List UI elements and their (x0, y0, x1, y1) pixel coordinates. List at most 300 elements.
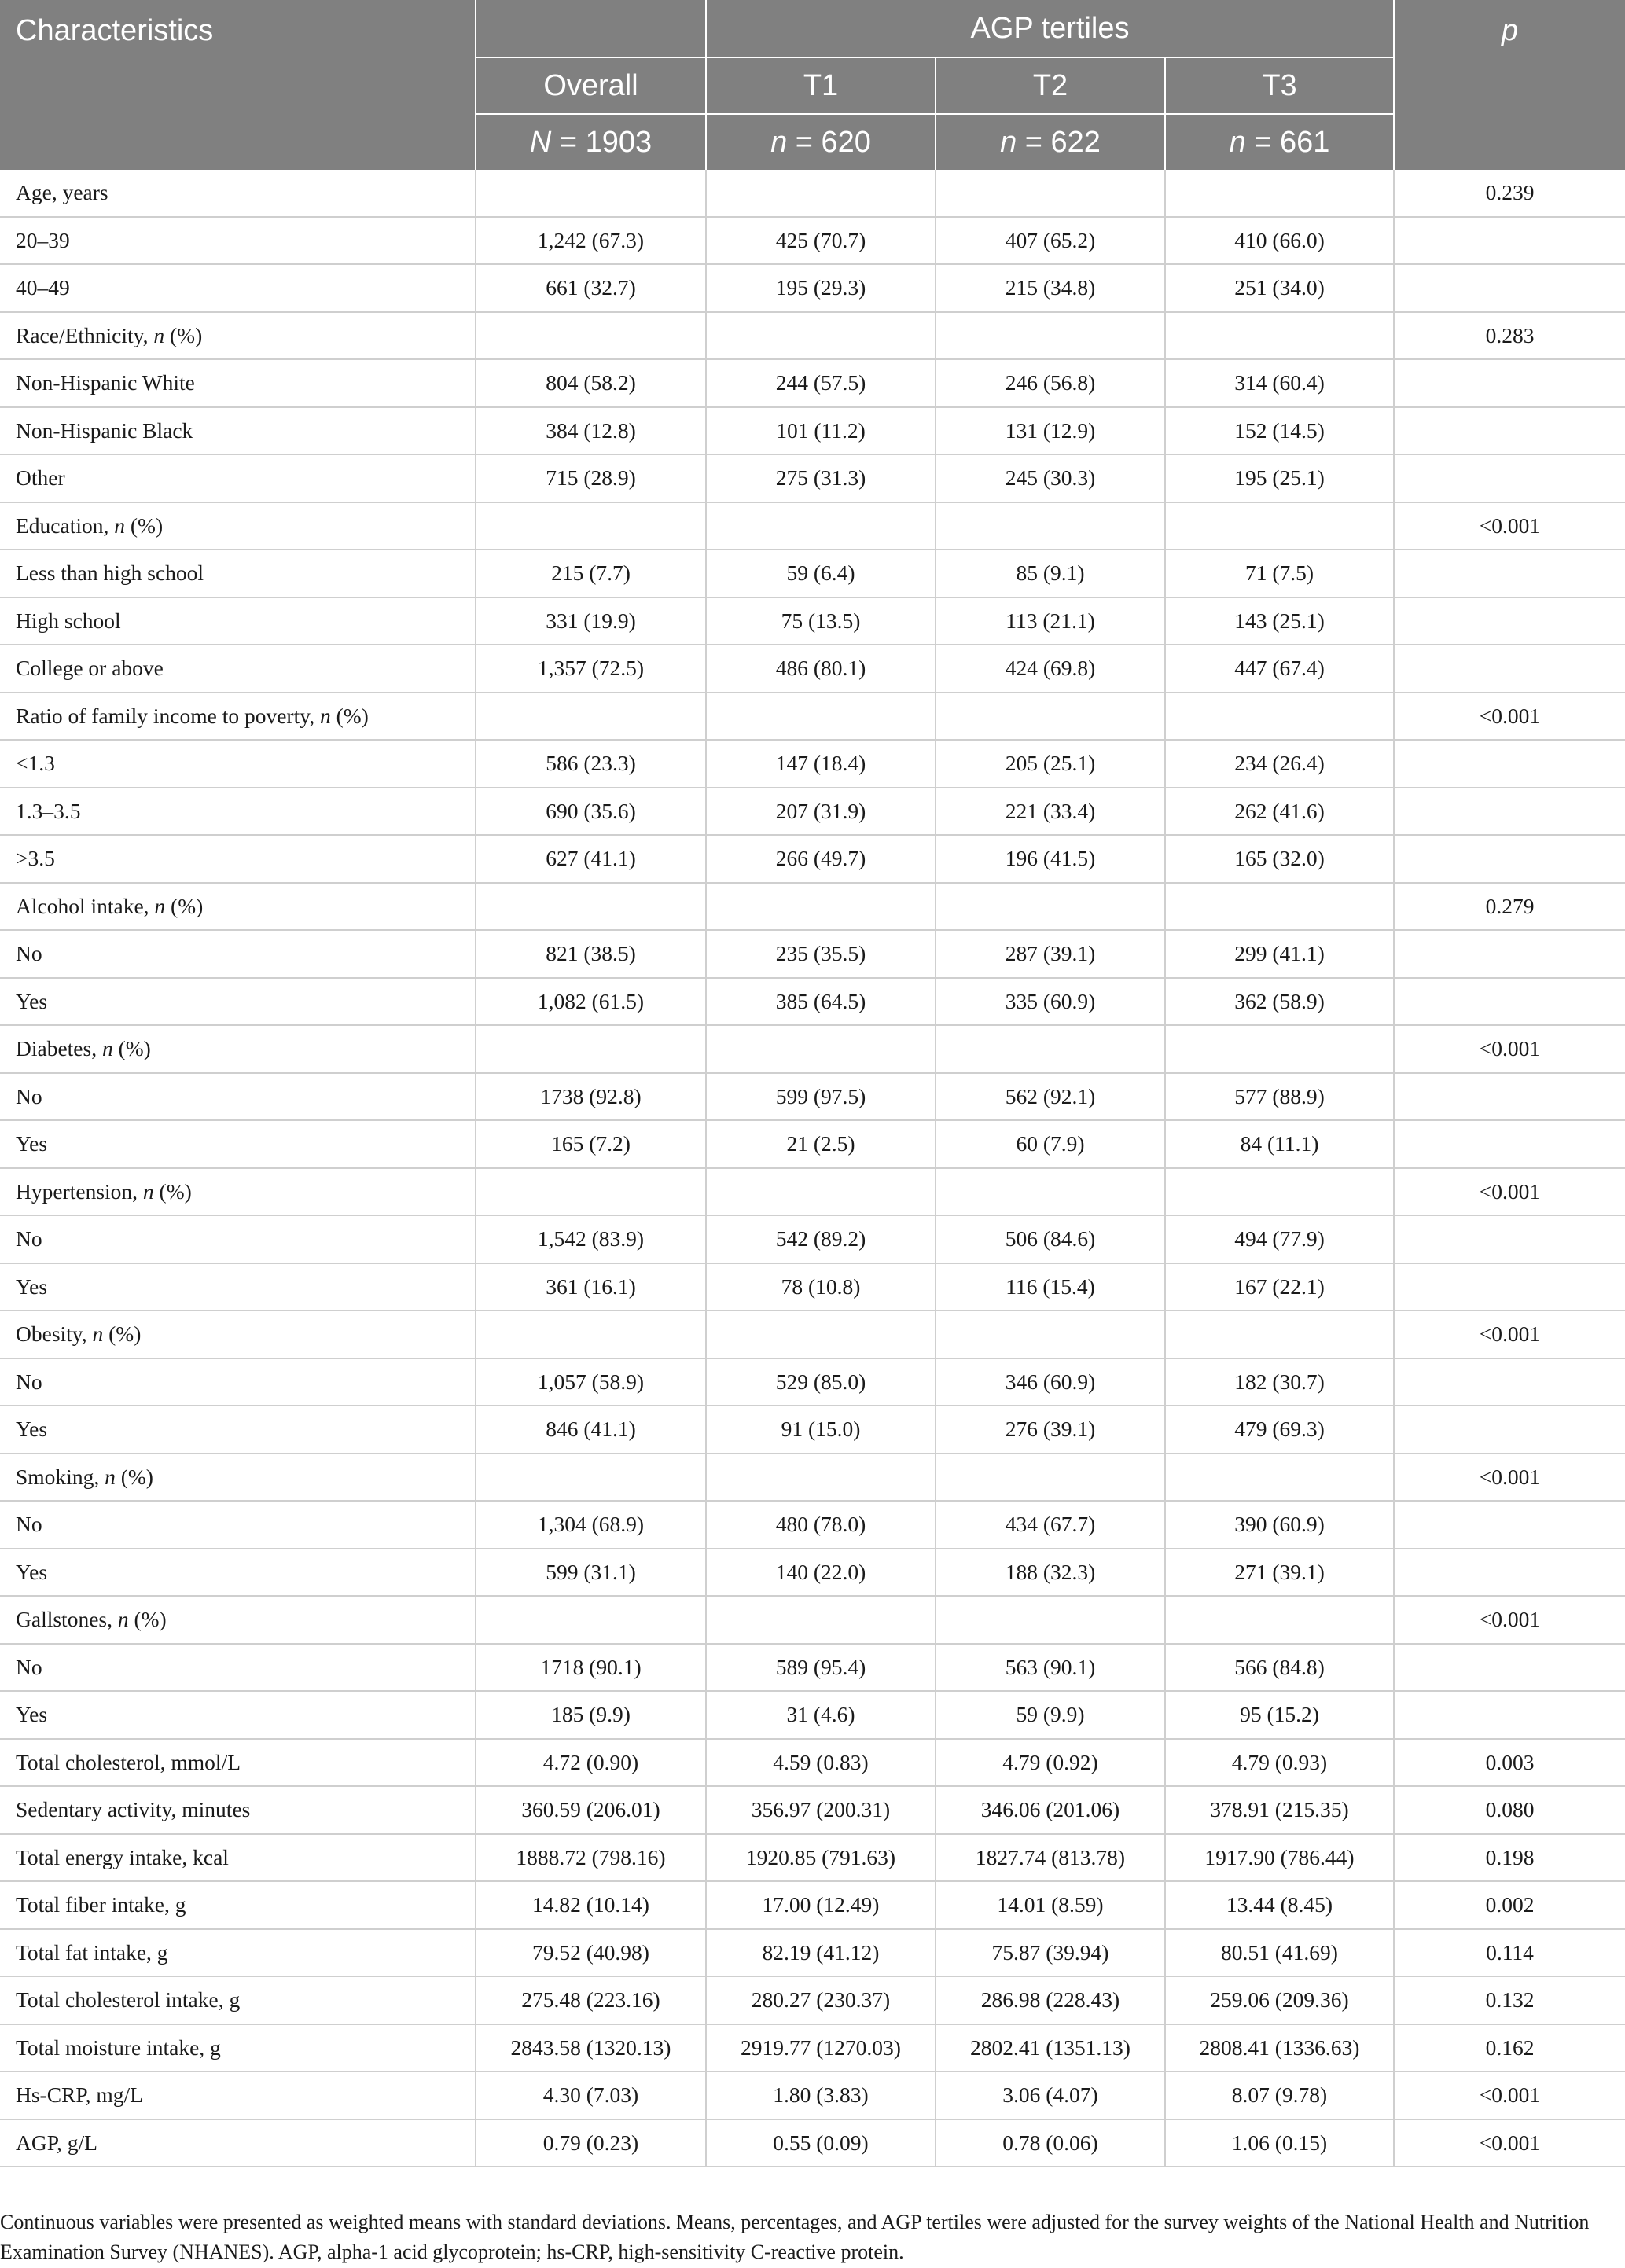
cell-t2: 3.06 (4.07) (936, 2071, 1165, 2119)
cell-t3: 390 (60.9) (1165, 1501, 1394, 1549)
cell-t3: 71 (7.5) (1165, 550, 1394, 597)
table-body (0, 170, 1625, 2167)
cell-t3 (1165, 502, 1394, 550)
cell-p-value (1394, 597, 1625, 645)
cell-t3: 143 (25.1) (1165, 597, 1394, 645)
cell-t2: 562 (92.1) (936, 1073, 1165, 1121)
table-row (0, 2024, 1625, 2072)
row-label: 1.3–3.5 (0, 788, 476, 836)
cell-t2: 286.98 (228.43) (936, 1976, 1165, 2024)
cell-t3: 314 (60.4) (1165, 359, 1394, 407)
cell-t3: 2808.41 (1336.63) (1165, 2024, 1394, 2072)
cell-p-value (1394, 930, 1625, 978)
cell-t1: 4.59 (0.83) (706, 1739, 936, 1787)
cell-overall (476, 1025, 706, 1073)
cell-overall: 599 (31.1) (476, 1549, 706, 1597)
cell-p-value (1394, 1691, 1625, 1739)
cell-p-value: <0.001 (1394, 1454, 1625, 1502)
table-row (0, 1310, 1625, 1358)
cell-t3: 4.79 (0.93) (1165, 1739, 1394, 1787)
cell-t1: 266 (49.7) (706, 835, 936, 883)
cell-t2: 346 (60.9) (936, 1358, 1165, 1406)
cell-overall: 661 (32.7) (476, 264, 706, 312)
table-row (0, 1881, 1625, 1929)
cell-t3 (1165, 170, 1394, 217)
cell-overall: 14.82 (10.14) (476, 1881, 706, 1929)
row-label: >3.5 (0, 835, 476, 883)
header-spacer (476, 0, 706, 57)
cell-p-value: 0.080 (1394, 1786, 1625, 1834)
cell-overall: 384 (12.8) (476, 407, 706, 455)
table-row (0, 835, 1625, 883)
cell-t3: 1917.90 (786.44) (1165, 1834, 1394, 1882)
cell-t2: 116 (15.4) (936, 1263, 1165, 1311)
row-label: Total cholesterol, mmol/L (0, 1739, 476, 1787)
cell-p-value: <0.001 (1394, 1025, 1625, 1073)
row-label: Age, years (0, 170, 476, 217)
cell-t1 (706, 693, 936, 741)
table-row (0, 1501, 1625, 1549)
cell-t2: 215 (34.8) (936, 264, 1165, 312)
table-row (0, 1644, 1625, 1692)
cell-t1: 75 (13.5) (706, 597, 936, 645)
cell-t1: 78 (10.8) (706, 1263, 936, 1311)
cell-t2: 131 (12.9) (936, 407, 1165, 455)
row-label: Total energy intake, kcal (0, 1834, 476, 1882)
cell-overall: 360.59 (206.01) (476, 1786, 706, 1834)
cell-overall: 1,082 (61.5) (476, 978, 706, 1026)
cell-overall (476, 1454, 706, 1502)
cell-t3: 165 (32.0) (1165, 835, 1394, 883)
row-label: Yes (0, 1120, 476, 1168)
cell-p-value: 0.114 (1394, 1929, 1625, 1977)
cell-t2 (936, 883, 1165, 931)
table-row (0, 1976, 1625, 2024)
table-header (0, 0, 1625, 170)
cell-t2: 205 (25.1) (936, 740, 1165, 788)
cell-t1: 91 (15.0) (706, 1406, 936, 1454)
cell-overall: 1,542 (83.9) (476, 1215, 706, 1263)
row-label: No (0, 1644, 476, 1692)
cell-t1: 1920.85 (791.63) (706, 1834, 936, 1882)
cell-t1: 31 (4.6) (706, 1691, 936, 1739)
cell-p-value: <0.001 (1394, 2119, 1625, 2167)
cell-t1: 207 (31.9) (706, 788, 936, 836)
cell-t3 (1165, 1025, 1394, 1073)
cell-p-value (1394, 550, 1625, 597)
row-label: Yes (0, 1691, 476, 1739)
row-label: Total cholesterol intake, g (0, 1976, 476, 2024)
table-row (0, 1406, 1625, 1454)
cell-t2: 424 (69.8) (936, 645, 1165, 693)
cell-overall: 804 (58.2) (476, 359, 706, 407)
row-label: Gallstones, n (%) (0, 1596, 476, 1644)
cell-t1: 2919.77 (1270.03) (706, 2024, 936, 2072)
cell-t3: 447 (67.4) (1165, 645, 1394, 693)
table-row (0, 1358, 1625, 1406)
cell-p-value: 0.198 (1394, 1834, 1625, 1882)
header-t1: T1 (706, 57, 936, 114)
cell-t2 (936, 1025, 1165, 1073)
cell-p-value (1394, 264, 1625, 312)
table-row (0, 883, 1625, 931)
table-row (0, 1691, 1625, 1739)
header-n-t3: n = 661 (1165, 114, 1394, 170)
cell-t3 (1165, 693, 1394, 741)
cell-t2: 1827.74 (813.78) (936, 1834, 1165, 1882)
cell-t1: 0.55 (0.09) (706, 2119, 936, 2167)
cell-t2: 0.78 (0.06) (936, 2119, 1165, 2167)
table-row (0, 930, 1625, 978)
cell-t2: 196 (41.5) (936, 835, 1165, 883)
cell-t2: 407 (65.2) (936, 217, 1165, 265)
cell-t2: 245 (30.3) (936, 454, 1165, 502)
row-label: Yes (0, 1406, 476, 1454)
cell-t2 (936, 1168, 1165, 1216)
table-row (0, 1120, 1625, 1168)
cell-t3 (1165, 1454, 1394, 1502)
row-label: Ratio of family income to poverty, n (%) (0, 693, 476, 741)
table-row (0, 2119, 1625, 2167)
cell-t2: 246 (56.8) (936, 359, 1165, 407)
cell-overall: 1718 (90.1) (476, 1644, 706, 1692)
row-label: Less than high school (0, 550, 476, 597)
cell-overall: 1,357 (72.5) (476, 645, 706, 693)
cell-t2: 188 (32.3) (936, 1549, 1165, 1597)
cell-p-value (1394, 217, 1625, 265)
cell-t2 (936, 312, 1165, 360)
cell-overall: 1888.72 (798.16) (476, 1834, 706, 1882)
row-label: No (0, 1073, 476, 1121)
cell-t2 (936, 1310, 1165, 1358)
table-row (0, 1454, 1625, 1502)
table-row (0, 170, 1625, 217)
cell-t1: 356.97 (200.31) (706, 1786, 936, 1834)
cell-t2: 113 (21.1) (936, 597, 1165, 645)
cell-overall: 821 (38.5) (476, 930, 706, 978)
header-t2: T2 (936, 57, 1165, 114)
cell-overall (476, 883, 706, 931)
cell-t3: 234 (26.4) (1165, 740, 1394, 788)
table-row (0, 1549, 1625, 1597)
table-row (0, 978, 1625, 1026)
cell-t1: 542 (89.2) (706, 1215, 936, 1263)
cell-t1 (706, 502, 936, 550)
cell-p-value (1394, 1358, 1625, 1406)
cell-t3: 195 (25.1) (1165, 454, 1394, 502)
cell-t2: 276 (39.1) (936, 1406, 1165, 1454)
cell-t3: 1.06 (0.15) (1165, 2119, 1394, 2167)
cell-t2: 14.01 (8.59) (936, 1881, 1165, 1929)
cell-overall: 1,304 (68.9) (476, 1501, 706, 1549)
row-label: Yes (0, 1549, 476, 1597)
header-overall: Overall (476, 57, 706, 114)
header-agp-tertiles: AGP tertiles (706, 0, 1394, 57)
cell-t3: 251 (34.0) (1165, 264, 1394, 312)
table-row (0, 1834, 1625, 1882)
table-row (0, 645, 1625, 693)
cell-p-value (1394, 1644, 1625, 1692)
table-row (0, 359, 1625, 407)
cell-t1: 480 (78.0) (706, 1501, 936, 1549)
table-row (0, 502, 1625, 550)
cell-overall (476, 693, 706, 741)
cell-p-value (1394, 1501, 1625, 1549)
cell-t1: 1.80 (3.83) (706, 2071, 936, 2119)
row-label: AGP, g/L (0, 2119, 476, 2167)
cell-overall: 1738 (92.8) (476, 1073, 706, 1121)
cell-overall: 361 (16.1) (476, 1263, 706, 1311)
cell-overall: 165 (7.2) (476, 1120, 706, 1168)
cell-t1: 82.19 (41.12) (706, 1929, 936, 1977)
cell-t3: 271 (39.1) (1165, 1549, 1394, 1597)
row-label: Obesity, n (%) (0, 1310, 476, 1358)
cell-overall (476, 312, 706, 360)
cell-t1: 486 (80.1) (706, 645, 936, 693)
cell-t2: 346.06 (201.06) (936, 1786, 1165, 1834)
cell-t3: 259.06 (209.36) (1165, 1976, 1394, 2024)
row-label: Non-Hispanic Black (0, 407, 476, 455)
cell-t1 (706, 312, 936, 360)
row-label: High school (0, 597, 476, 645)
cell-p-value (1394, 788, 1625, 836)
cell-p-value: 0.239 (1394, 170, 1625, 217)
cell-overall (476, 502, 706, 550)
table-row (0, 1263, 1625, 1311)
cell-p-value: <0.001 (1394, 2071, 1625, 2119)
cell-t3 (1165, 883, 1394, 931)
cell-overall: 1,057 (58.9) (476, 1358, 706, 1406)
cell-p-value: 0.162 (1394, 2024, 1625, 2072)
header-n-t1: n = 620 (706, 114, 936, 170)
cell-overall: 715 (28.9) (476, 454, 706, 502)
cell-t1: 59 (6.4) (706, 550, 936, 597)
cell-t1 (706, 1310, 936, 1358)
cell-t2: 434 (67.7) (936, 1501, 1165, 1549)
cell-t3: 84 (11.1) (1165, 1120, 1394, 1168)
row-label: Education, n (%) (0, 502, 476, 550)
cell-overall: 1,242 (67.3) (476, 217, 706, 265)
cell-t3 (1165, 1596, 1394, 1644)
row-label: Total fat intake, g (0, 1929, 476, 1977)
cell-t2: 506 (84.6) (936, 1215, 1165, 1263)
cell-t1: 425 (70.7) (706, 217, 936, 265)
table-row (0, 264, 1625, 312)
cell-p-value: 0.283 (1394, 312, 1625, 360)
row-label: 40–49 (0, 264, 476, 312)
cell-p-value (1394, 645, 1625, 693)
row-label: Hs-CRP, mg/L (0, 2071, 476, 2119)
row-label: Non-Hispanic White (0, 359, 476, 407)
cell-overall: 2843.58 (1320.13) (476, 2024, 706, 2072)
cell-t1: 385 (64.5) (706, 978, 936, 1026)
cell-t3: 494 (77.9) (1165, 1215, 1394, 1263)
cell-p-value: <0.001 (1394, 693, 1625, 741)
cell-t3: 95 (15.2) (1165, 1691, 1394, 1739)
cell-t1: 235 (35.5) (706, 930, 936, 978)
row-label: Diabetes, n (%) (0, 1025, 476, 1073)
row-label: No (0, 1215, 476, 1263)
cell-t2 (936, 502, 1165, 550)
row-label: Race/Ethnicity, n (%) (0, 312, 476, 360)
cell-t1 (706, 1596, 936, 1644)
cell-t1 (706, 170, 936, 217)
cell-t3 (1165, 1310, 1394, 1358)
cell-p-value: 0.003 (1394, 1739, 1625, 1787)
cell-t1: 195 (29.3) (706, 264, 936, 312)
table-row (0, 1786, 1625, 1834)
cell-p-value (1394, 407, 1625, 455)
cell-overall: 4.72 (0.90) (476, 1739, 706, 1787)
cell-t3: 167 (22.1) (1165, 1263, 1394, 1311)
row-label: No (0, 930, 476, 978)
cell-t3 (1165, 312, 1394, 360)
cell-p-value: 0.002 (1394, 1881, 1625, 1929)
table-row (0, 1215, 1625, 1263)
row-label: Yes (0, 1263, 476, 1311)
table-row (0, 1168, 1625, 1216)
row-label: No (0, 1358, 476, 1406)
row-label: <1.3 (0, 740, 476, 788)
cell-overall (476, 1596, 706, 1644)
header-n-overall: N = 1903 (476, 114, 706, 170)
table-row (0, 2071, 1625, 2119)
cell-p-value (1394, 1073, 1625, 1121)
table-footnote: Continuous variables were presented as weighted means with standard deviations. Means, percentages, and AGP tertiles were adjusted for the survey weights of the National Health and Nutrition Examination Survey (NHANES). AGP, alpha-1 acid glycoprotein; hs-CRP, high-sensitivity C-reactive protein. (0, 2211, 1590, 2263)
row-label: 20–39 (0, 217, 476, 265)
cell-p-value: 0.132 (1394, 1976, 1625, 2024)
cell-t2 (936, 1454, 1165, 1502)
cell-t1: 529 (85.0) (706, 1358, 936, 1406)
row-label: Other (0, 454, 476, 502)
row-label: Total fiber intake, g (0, 1881, 476, 1929)
table-row (0, 407, 1625, 455)
cell-t3: 577 (88.9) (1165, 1073, 1394, 1121)
cell-t3: 182 (30.7) (1165, 1358, 1394, 1406)
cell-p-value: 0.279 (1394, 883, 1625, 931)
cell-t3: 262 (41.6) (1165, 788, 1394, 836)
cell-overall (476, 1310, 706, 1358)
table-row (0, 1739, 1625, 1787)
cell-overall: 79.52 (40.98) (476, 1929, 706, 1977)
row-label: Hypertension, n (%) (0, 1168, 476, 1216)
cell-overall: 4.30 (7.03) (476, 2071, 706, 2119)
cell-t1: 599 (97.5) (706, 1073, 936, 1121)
cell-t2: 59 (9.9) (936, 1691, 1165, 1739)
cell-t2 (936, 1596, 1165, 1644)
cell-overall: 185 (9.9) (476, 1691, 706, 1739)
cell-t1: 17.00 (12.49) (706, 1881, 936, 1929)
cell-p-value (1394, 1120, 1625, 1168)
cell-t2 (936, 170, 1165, 217)
cell-overall: 627 (41.1) (476, 835, 706, 883)
header-characteristics: Characteristics (0, 0, 476, 170)
cell-p-value (1394, 835, 1625, 883)
cell-overall: 690 (35.6) (476, 788, 706, 836)
row-label: Total moisture intake, g (0, 2024, 476, 2072)
cell-p-value (1394, 454, 1625, 502)
cell-t3: 566 (84.8) (1165, 1644, 1394, 1692)
cell-t2: 85 (9.1) (936, 550, 1165, 597)
row-label: No (0, 1501, 476, 1549)
cell-t1: 275 (31.3) (706, 454, 936, 502)
table-row (0, 740, 1625, 788)
cell-p-value: <0.001 (1394, 1596, 1625, 1644)
cell-t2: 2802.41 (1351.13) (936, 2024, 1165, 2072)
table-row (0, 597, 1625, 645)
cell-t3: 80.51 (41.69) (1165, 1929, 1394, 1977)
cell-t2: 335 (60.9) (936, 978, 1165, 1026)
cell-t2 (936, 693, 1165, 741)
cell-t2: 221 (33.4) (936, 788, 1165, 836)
table-row (0, 1073, 1625, 1121)
row-label: Yes (0, 978, 476, 1026)
cell-overall (476, 170, 706, 217)
cell-t1: 589 (95.4) (706, 1644, 936, 1692)
cell-t1 (706, 1168, 936, 1216)
cell-p-value (1394, 1549, 1625, 1597)
cell-t1 (706, 1454, 936, 1502)
row-label: College or above (0, 645, 476, 693)
cell-t1: 140 (22.0) (706, 1549, 936, 1597)
row-label: Alcohol intake, n (%) (0, 883, 476, 931)
cell-t2: 60 (7.9) (936, 1120, 1165, 1168)
header-n-t2: n = 622 (936, 114, 1165, 170)
cell-t3: 13.44 (8.45) (1165, 1881, 1394, 1929)
cell-p-value (1394, 359, 1625, 407)
cell-t2: 287 (39.1) (936, 930, 1165, 978)
cell-overall: 275.48 (223.16) (476, 1976, 706, 2024)
cell-t1: 244 (57.5) (706, 359, 936, 407)
header-p-value: p (1394, 0, 1625, 170)
cell-overall: 586 (23.3) (476, 740, 706, 788)
table-row (0, 788, 1625, 836)
table-row (0, 1929, 1625, 1977)
cell-t3: 378.91 (215.35) (1165, 1786, 1394, 1834)
header-t3: T3 (1165, 57, 1394, 114)
row-label: Sedentary activity, minutes (0, 1786, 476, 1834)
cell-p-value (1394, 1215, 1625, 1263)
cell-t2: 75.87 (39.94) (936, 1929, 1165, 1977)
cell-t3: 410 (66.0) (1165, 217, 1394, 265)
table-row (0, 693, 1625, 741)
cell-p-value (1394, 1263, 1625, 1311)
cell-t3: 8.07 (9.78) (1165, 2071, 1394, 2119)
table-row (0, 312, 1625, 360)
cell-t1: 147 (18.4) (706, 740, 936, 788)
cell-p-value: <0.001 (1394, 1168, 1625, 1216)
cell-t1 (706, 883, 936, 931)
cell-p-value: <0.001 (1394, 502, 1625, 550)
cell-t3: 362 (58.9) (1165, 978, 1394, 1026)
row-label: Smoking, n (%) (0, 1454, 476, 1502)
cell-p-value: <0.001 (1394, 1310, 1625, 1358)
cell-t1: 21 (2.5) (706, 1120, 936, 1168)
table-row (0, 1025, 1625, 1073)
cell-t2: 4.79 (0.92) (936, 1739, 1165, 1787)
table-row (0, 454, 1625, 502)
cell-t1 (706, 1025, 936, 1073)
table-row (0, 550, 1625, 597)
cell-t1: 280.27 (230.37) (706, 1976, 936, 2024)
table-row (0, 1596, 1625, 1644)
cell-t1: 101 (11.2) (706, 407, 936, 455)
cell-overall: 215 (7.7) (476, 550, 706, 597)
cell-overall (476, 1168, 706, 1216)
cell-overall: 331 (19.9) (476, 597, 706, 645)
cell-p-value (1394, 1406, 1625, 1454)
cell-t3: 299 (41.1) (1165, 930, 1394, 978)
